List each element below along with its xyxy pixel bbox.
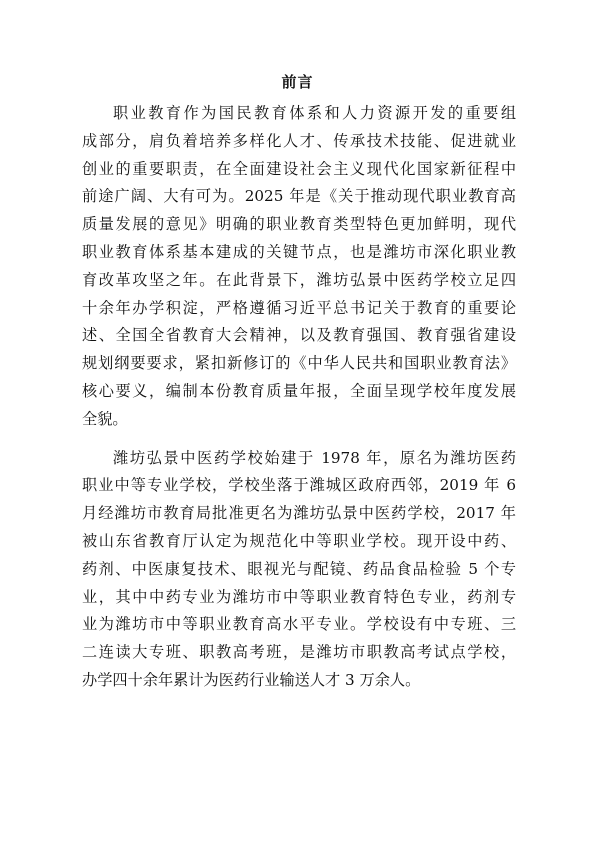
text-line: 核心要义，编制本份教育质量年报，全面呈现学校年度发展 — [82, 381, 516, 400]
text-line: 办学四十余年累计为医药行业输送人才 3 万余人。 — [82, 670, 421, 689]
text-line: 二连读大专班、职教高考班，是潍坊市职教高考试点学校， — [82, 643, 516, 662]
text-line: 职业教育作为国民教育体系和人力资源开发的重要组 — [113, 104, 516, 122]
text-line: 业为潍坊市中等职业教育高水平专业。学校设有中专班、三 — [82, 615, 516, 634]
paragraph-intro — [82, 100, 516, 434]
paragraph-spacer — [82, 434, 516, 445]
text-line: 育改革攻坚之年。在此背景下，潍坊弘景中医药学校立足四 — [82, 270, 516, 289]
text-line: 月经潍坊市教育局批准更名为潍坊弘景中医药学校，2017 年 — [82, 504, 516, 523]
text-line: 规划纲要要求，紧扣新修订的《中华人民共和国职业教育法》 — [82, 354, 516, 373]
page-title: 前言 — [281, 73, 314, 91]
text-line: 成部分，肩负着培养多样化人才、传承技术技能、促进就业 — [82, 131, 516, 150]
document-body — [82, 100, 516, 695]
text-line: 被山东省教育厅认定为规范化中等职业学校。现开设中药、 — [82, 531, 516, 550]
text-line: 全貌。 — [82, 409, 128, 428]
text-line: 职业教育体系基本建成的关键节点，也是潍坊市深化职业教 — [82, 242, 516, 261]
text-line: 职业中等专业学校，学校坐落于潍城区政府西邻，2019 年 6 — [82, 476, 516, 495]
text-line: 述、全国全省教育大会精神，以及教育强国、教育强省建设 — [82, 326, 516, 345]
text-line: 药剂、中医康复技术、眼视光与配镜、药品食品检验 5 个专 — [82, 559, 516, 578]
text-line: 前途广阔、大有可为。2025 年是《关于推动现代职业教育高 — [82, 187, 516, 206]
text-line: 业，其中中药专业为潍坊市中等职业教育特色专业，药剂专 — [82, 587, 516, 606]
text-line: 创业的重要职责，在全面建设社会主义现代化国家新征程中 — [82, 159, 516, 178]
paragraph-school-history — [82, 445, 516, 695]
text-line: 质量发展的意见》明确的职业教育类型特色更加鲜明，现代 — [82, 215, 516, 234]
text-line: 十余年办学积淀，严格遵循习近平总书记关于教育的重要论 — [82, 298, 516, 317]
text-line: 潍坊弘景中医药学校始建于 1978 年，原名为潍坊医药 — [113, 448, 516, 467]
